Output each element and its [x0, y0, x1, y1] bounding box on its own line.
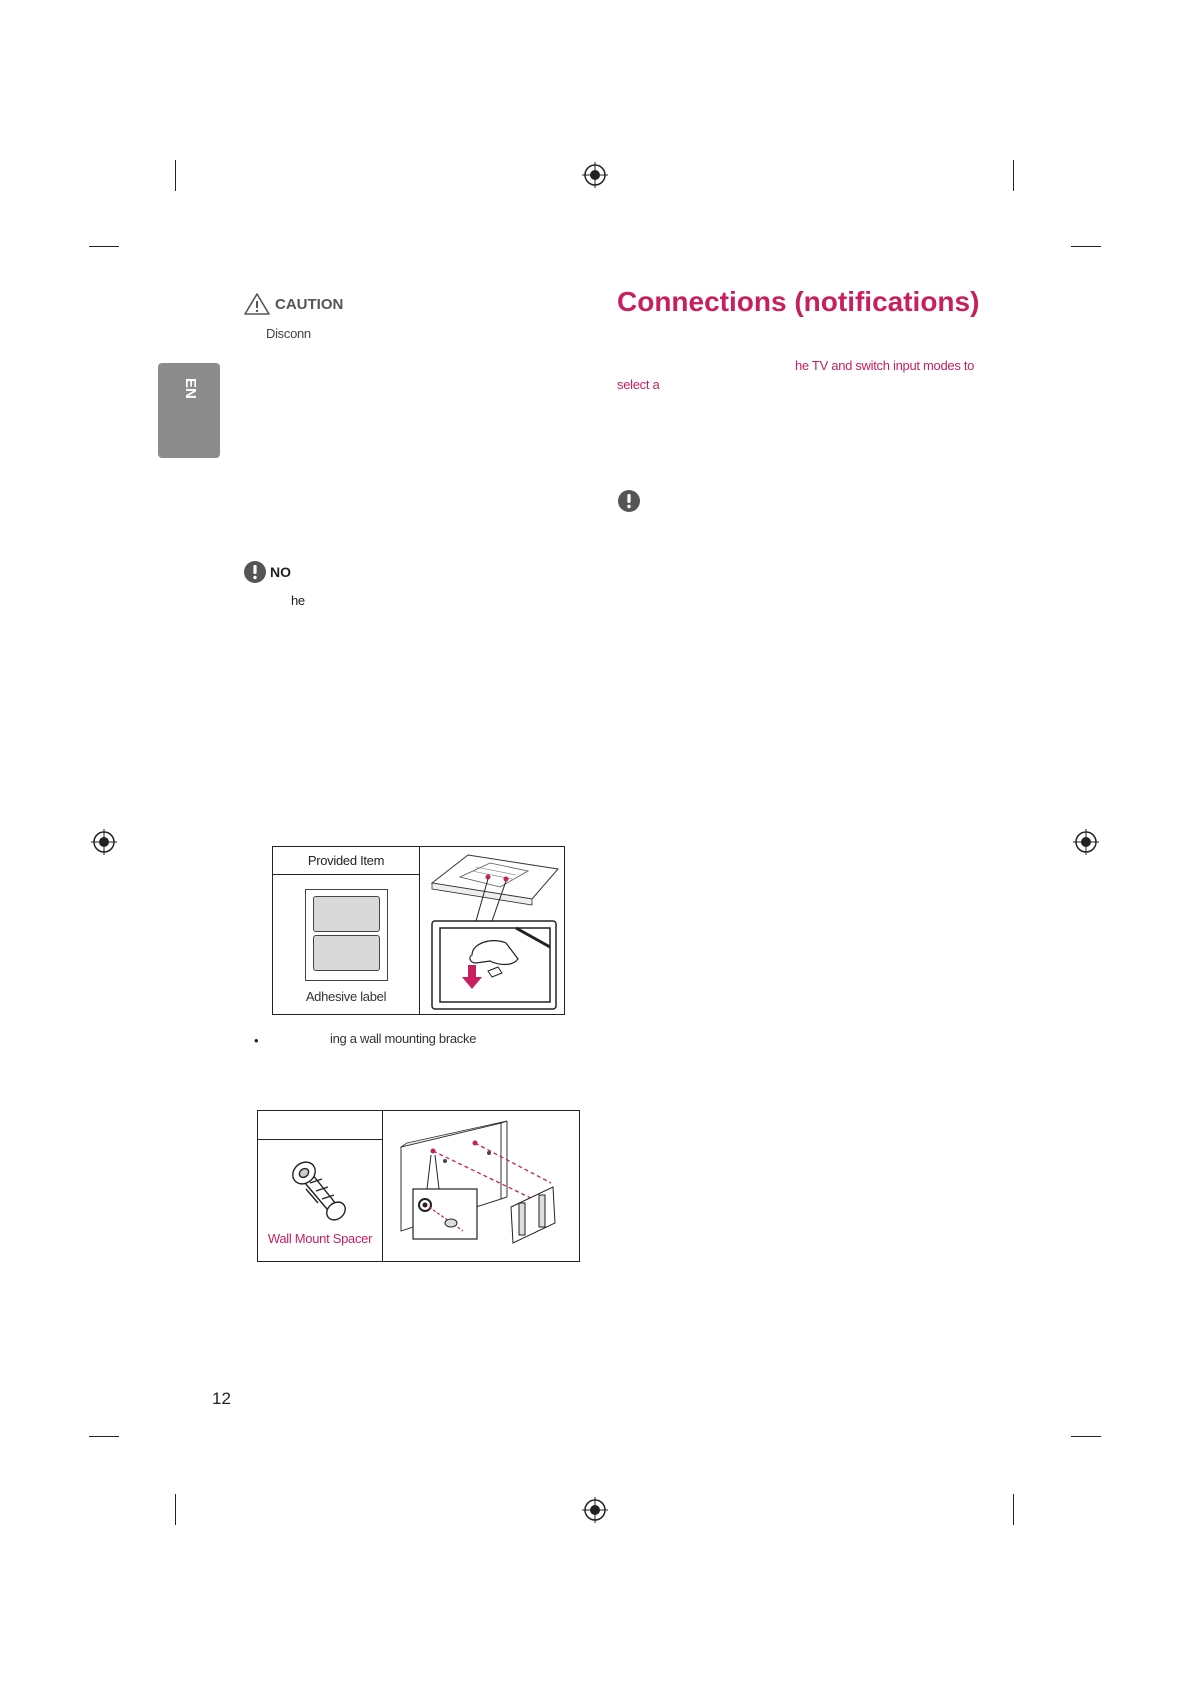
language-tab-label: EN [182, 378, 199, 399]
caution-text: Disconn [266, 326, 311, 341]
section-title: Connections (notifications) [617, 286, 980, 317]
exclamation-circle-icon [243, 560, 267, 584]
warning-triangle-icon [243, 292, 271, 316]
adhesive-label-piece [313, 935, 380, 971]
bullet-text: ing a wall mounting bracke [330, 1031, 477, 1046]
provided-item-column [273, 847, 420, 1014]
exclamation-circle-icon [617, 489, 641, 513]
spacer-column [258, 1111, 383, 1261]
note-label: NO [270, 564, 291, 580]
connections-text-line: he TV and switch input modes to [795, 358, 975, 373]
page-number: 12 [212, 1389, 231, 1408]
crop-mark [175, 160, 176, 191]
provided-item-figure [272, 846, 565, 1015]
spacer-caption: Wall Mount Spacer [267, 1231, 373, 1246]
crop-mark [175, 1494, 176, 1525]
wall-mount-spacer-figure [257, 1110, 580, 1262]
tv-wall-mount-icon [383, 1111, 579, 1261]
note-text: he [291, 593, 305, 608]
tv-back-label-icon [420, 847, 564, 1014]
caution-header [243, 292, 343, 316]
spacer-part-icon [280, 1147, 360, 1227]
adhesive-label-piece [313, 896, 380, 932]
registration-mark-icon [91, 829, 117, 855]
registration-mark-icon [1073, 829, 1099, 855]
spacer-header [258, 1111, 382, 1140]
crop-mark [89, 1436, 119, 1437]
crop-mark [1071, 1436, 1101, 1437]
bullet-marker: • [254, 1033, 259, 1048]
adhesive-label-sheet [305, 889, 388, 981]
note-header [243, 560, 291, 584]
crop-mark [89, 246, 119, 247]
adhesive-label-caption: Adhesive label [305, 989, 387, 1004]
spacer-installation-illustration [383, 1111, 579, 1261]
registration-mark-icon [582, 1497, 608, 1523]
registration-mark-icon [582, 162, 608, 188]
provided-item-header: Provided Item [273, 847, 419, 875]
language-tab [158, 363, 220, 458]
connections-text-line: select a [617, 377, 660, 392]
crop-mark [1013, 1494, 1014, 1525]
caution-label: CAUTION [275, 295, 344, 313]
crop-mark [1013, 160, 1014, 191]
label-application-illustration [420, 847, 564, 1014]
crop-mark [1071, 246, 1101, 247]
